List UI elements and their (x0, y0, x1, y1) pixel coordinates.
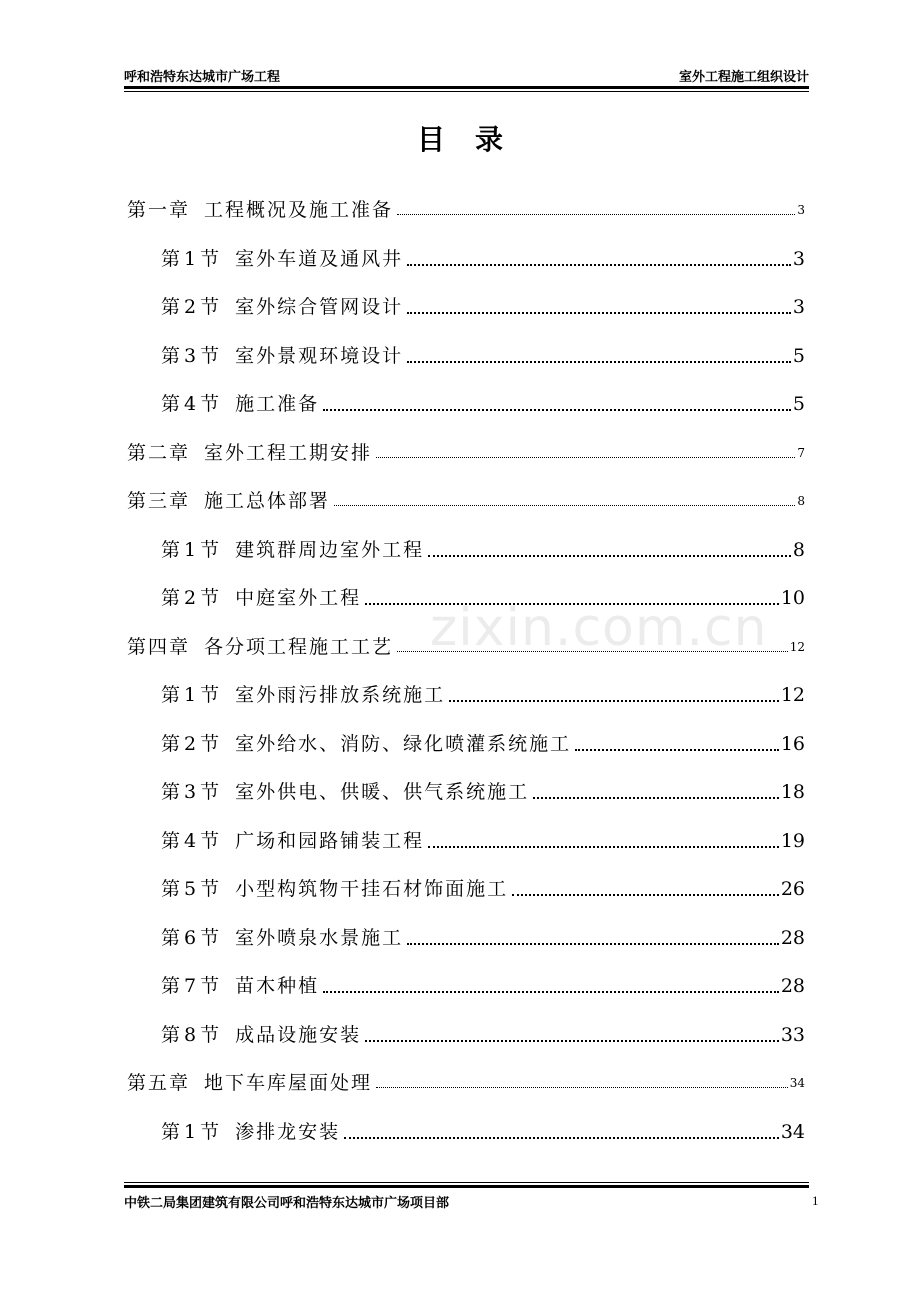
header-rule (124, 86, 809, 89)
toc-dot-leader (323, 408, 791, 411)
toc-entry-section[interactable] (161, 343, 805, 369)
toc-entry-title: 工程概况及施工准备 (204, 199, 394, 221)
toc-entry-page: 3 (792, 248, 805, 270)
toc-dot-leader (407, 942, 779, 945)
toc-section-suffix: 节 (200, 830, 222, 852)
toc-entry-section[interactable] (161, 779, 805, 805)
toc-entry-section[interactable] (161, 1119, 805, 1145)
toc-entry-page: 18 (780, 781, 805, 803)
toc-entry-chapter[interactable] (127, 197, 805, 223)
toc-entry-title: 室外雨污排放系统施工 (235, 684, 446, 706)
toc-entry-label (161, 731, 571, 757)
toc-entry-number: 第 (161, 733, 183, 755)
toc-entry-page: 8 (797, 494, 805, 508)
toc-entry-number: 第 (161, 781, 183, 803)
toc-section-suffix: 节 (200, 1024, 222, 1046)
toc-section-suffix: 节 (200, 587, 222, 609)
toc-entry-number: 第 (161, 830, 183, 852)
toc-entry-page: 7 (797, 446, 805, 460)
toc-title: 目录 (416, 123, 533, 156)
header-project-name: 呼和浩特东达城市广场工程 (124, 70, 281, 85)
toc-entry-label (161, 779, 529, 805)
toc-section-number: 8 (184, 1024, 199, 1046)
toc-entry-title: 室外供电、供暖、供气系统施工 (235, 781, 530, 803)
toc-entry-number: 第一章 (127, 199, 191, 221)
toc-entry-number: 第四章 (127, 636, 191, 658)
toc-entry-page: 19 (780, 830, 805, 852)
toc-section-suffix: 节 (200, 878, 222, 900)
toc-entry-title: 施工总体部署 (204, 490, 331, 512)
toc-entry-number: 第 (161, 296, 183, 318)
toc-entry-number: 第 (161, 684, 183, 706)
toc-entry-label (161, 1119, 340, 1145)
toc-entry-page: 26 (780, 878, 805, 900)
toc-section-number: 7 (184, 975, 199, 997)
toc-entry-page: 28 (780, 927, 805, 949)
toc-entry-page: 12 (780, 684, 805, 706)
footer-rule-thin (124, 1182, 809, 1183)
toc-entry-label (161, 925, 403, 951)
toc-section-number: 4 (184, 830, 199, 852)
toc-entry-title: 成品设施安装 (235, 1024, 362, 1046)
toc-entry-title: 地下车库屋面处理 (204, 1072, 373, 1094)
toc-entry-section[interactable] (161, 731, 805, 757)
toc-entry-section[interactable] (161, 925, 805, 951)
toc-section-number: 6 (184, 927, 199, 949)
toc-entry-page: 34 (780, 1121, 805, 1143)
toc-dot-leader (323, 990, 779, 993)
toc-entry-chapter[interactable] (127, 488, 805, 514)
toc-entry-label (127, 1070, 372, 1096)
toc-entry-label (161, 391, 319, 417)
toc-section-number: 3 (184, 781, 199, 803)
toc-entry-number: 第 (161, 1024, 183, 1046)
toc-entry-section[interactable] (161, 1022, 805, 1048)
toc-dot-leader (512, 893, 779, 896)
toc-section-suffix: 节 (200, 345, 222, 367)
toc-entry-page: 12 (789, 640, 805, 654)
toc-section-number: 1 (184, 248, 199, 270)
toc-entry-section[interactable] (161, 537, 805, 563)
toc-entry-title: 小型构筑物干挂石材饰面施工 (235, 878, 509, 900)
toc-entry-number: 第三章 (127, 490, 191, 512)
toc-entry-title: 室外综合管网设计 (235, 296, 404, 318)
toc-section-number: 4 (184, 393, 199, 415)
toc-entry-section[interactable] (161, 682, 805, 708)
toc-section-number: 2 (184, 587, 199, 609)
toc-entry-page: 5 (792, 345, 805, 367)
toc-entry-page: 33 (780, 1024, 805, 1046)
toc-section-number: 1 (184, 684, 199, 706)
toc-dot-leader (407, 360, 791, 363)
toc-dot-leader (334, 504, 795, 506)
page-number: 1 (812, 1193, 819, 1208)
toc-section-number: 1 (184, 539, 199, 561)
toc-entry-page: 16 (780, 733, 805, 755)
toc-section-number: 5 (184, 878, 199, 900)
toc-entry-title: 各分项工程施工工艺 (204, 636, 394, 658)
page-footer (124, 1190, 809, 1210)
toc-entry-page: 3 (797, 203, 805, 217)
toc-entry-section[interactable] (161, 973, 805, 999)
toc-dot-leader (397, 213, 795, 215)
toc-dot-leader (575, 748, 779, 751)
toc-entry-number: 第 (161, 248, 183, 270)
toc-section-number: 3 (184, 345, 199, 367)
toc-entry-number: 第 (161, 539, 183, 561)
toc-entry-number: 第 (161, 927, 183, 949)
toc-entry-label (161, 828, 424, 854)
toc-entry-title: 室外景观环境设计 (235, 345, 404, 367)
toc-entry-section[interactable] (161, 294, 805, 320)
toc-section-suffix: 节 (200, 248, 222, 270)
toc-dot-leader (449, 699, 779, 702)
toc-entry-title: 建筑群周边室外工程 (235, 539, 425, 561)
header-rule-thin (124, 91, 809, 92)
toc-entry-page: 5 (792, 393, 805, 415)
toc-section-suffix: 节 (200, 733, 222, 755)
toc-entry-label (127, 488, 330, 514)
toc-entry-chapter[interactable] (127, 1070, 805, 1096)
toc-dot-leader (344, 1136, 779, 1139)
toc-section-suffix: 节 (200, 975, 222, 997)
toc-entry-number: 第 (161, 1121, 183, 1143)
toc-entry-label (161, 343, 403, 369)
toc-entry-label (161, 537, 424, 563)
toc-entry-label (161, 1022, 361, 1048)
toc-entry-number: 第 (161, 878, 183, 900)
toc-entry-section[interactable] (161, 828, 805, 854)
toc-entry-title: 室外工程工期安排 (204, 442, 373, 464)
toc-entry-page: 10 (780, 587, 805, 609)
toc-section-number: 2 (184, 733, 199, 755)
toc-entry-title: 渗排龙安装 (235, 1121, 341, 1143)
toc-entry-page: 3 (792, 296, 805, 318)
toc-section-suffix: 节 (200, 393, 222, 415)
toc-entry-label (127, 634, 393, 660)
toc-section-number: 1 (184, 1121, 199, 1143)
toc-entry-chapter[interactable] (127, 440, 805, 466)
toc-entry-number: 第五章 (127, 1072, 191, 1094)
toc-dot-leader (376, 456, 795, 458)
toc-entry-title: 室外车道及通风井 (235, 248, 404, 270)
toc-dot-leader (407, 311, 791, 314)
toc-dot-leader (533, 796, 779, 799)
toc-entry-title: 苗木种植 (235, 975, 320, 997)
toc-entry-label (127, 440, 372, 466)
toc-entry-title: 施工准备 (235, 393, 320, 415)
toc-entry-number: 第 (161, 393, 183, 415)
toc-entry-page: 28 (780, 975, 805, 997)
toc-entry-label (161, 246, 403, 272)
toc-entry-label (161, 294, 403, 320)
toc-dot-leader (407, 263, 791, 266)
toc-entry-section[interactable] (161, 876, 805, 902)
toc-entry-number: 第 (161, 975, 183, 997)
toc-entry-label (161, 973, 319, 999)
toc-entry-title: 室外给水、消防、绿化喷灌系统施工 (235, 733, 572, 755)
toc-entry-title: 中庭室外工程 (235, 587, 362, 609)
toc-entry-number: 第 (161, 587, 183, 609)
footer-company-name: 中铁二局集团建筑有限公司呼和浩特东达城市广场项目部 (124, 1196, 450, 1211)
toc-entry-number: 第二章 (127, 442, 191, 464)
toc-entry-title: 广场和园路铺装工程 (235, 830, 425, 852)
footer-rule (124, 1185, 809, 1188)
toc-entry-label (161, 585, 361, 611)
toc-entry-section[interactable] (161, 246, 805, 272)
toc-section-suffix: 节 (200, 684, 222, 706)
toc-dot-leader (428, 554, 791, 557)
toc-entry-page: 8 (792, 539, 805, 561)
toc-dot-leader (365, 1039, 779, 1042)
toc-section-suffix: 节 (200, 296, 222, 318)
toc-dot-leader (428, 845, 779, 848)
toc-entry-label (161, 682, 445, 708)
toc-entry-section[interactable] (161, 391, 805, 417)
toc-dot-leader (376, 1086, 788, 1088)
toc-entry-title: 室外喷泉水景施工 (235, 927, 404, 949)
watermark: zixin.com.cn (430, 598, 768, 658)
page-header (124, 64, 809, 84)
toc-entry-label (127, 197, 393, 223)
toc-entry-page: 34 (789, 1076, 805, 1090)
toc-section-number: 2 (184, 296, 199, 318)
toc-entry-label (161, 876, 508, 902)
toc-section-suffix: 节 (200, 781, 222, 803)
toc-section-suffix: 节 (200, 539, 222, 561)
header-document-name: 室外工程施工组织设计 (678, 70, 809, 85)
toc-entry-number: 第 (161, 345, 183, 367)
toc-section-suffix: 节 (200, 927, 222, 949)
toc-section-suffix: 节 (200, 1121, 222, 1143)
